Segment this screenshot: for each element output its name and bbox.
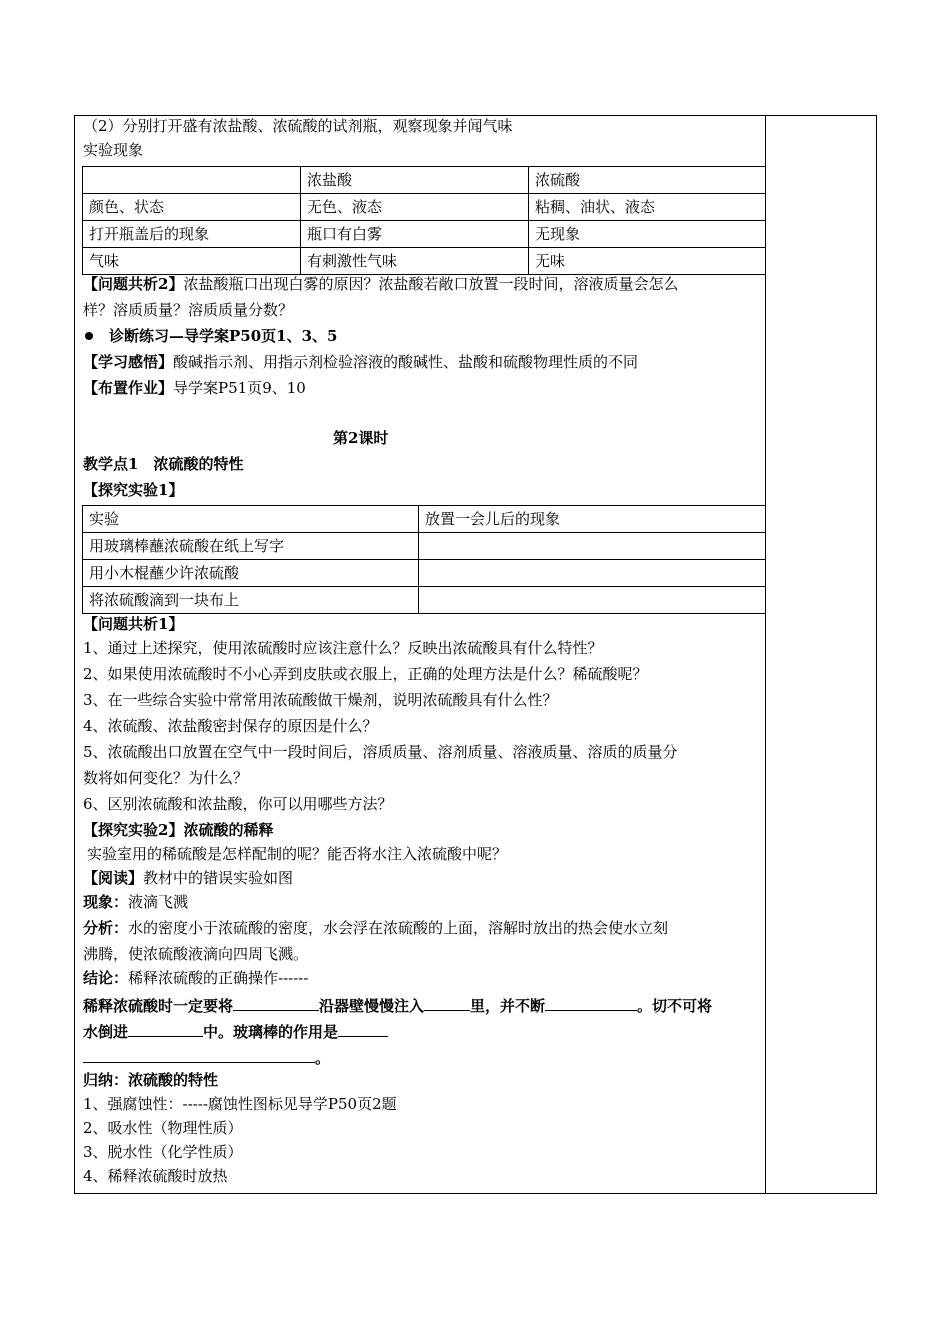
blank-field[interactable] [128,1020,203,1037]
question-item: 数将如何变化？为什么？ [83,769,249,787]
table-row [83,221,766,248]
question-item: 5、浓硫酸出口放置在空气中一段时间后，溶质质量、溶剂质量、溶液质量、溶质的质量分 [83,743,678,761]
table-cell: 浓硫酸 [529,167,766,194]
fill-text: 。切不可将 [637,997,713,1015]
reflection-tag: 【学习感悟】 [83,353,174,371]
analysis-text: 水的密度小于浓硫酸的密度，水会浮在浓硫酸的上面，溶解时放出的热会使水立刻 [128,919,669,937]
table-row [83,167,766,194]
table-cell: 无味 [529,248,766,275]
blank-field[interactable] [545,994,637,1011]
experiment-2-question: 实验室用的稀硫酸是怎样配制的呢？能否将水注入浓硫酸中呢？ [87,845,508,863]
table-row [83,533,766,560]
phenomenon [83,892,188,912]
table-cell: 打开瓶盖后的现象 [83,221,301,248]
question-2-tag: 【问题共析2】 [83,275,184,293]
property-item: 4、稀释浓硫酸时放热 [83,1167,228,1185]
fill-text: 中。玻璃棒的作用是 [203,1023,339,1041]
homework-text: 导学案P51页9、10 [173,379,306,397]
table-cell: 无色、液态 [301,194,529,221]
analysis-tag: 分析： [83,919,129,937]
question-item: 1、通过上述探究，使用浓硫酸时应该注意什么？反映出浓硫酸具有什么特性？ [83,639,603,657]
table-cell: 瓶口有白雾 [301,221,529,248]
experiment-table [82,505,766,614]
fill-text: 水倒进 [83,1023,129,1041]
phenomenon-text: 液滴飞溅 [128,893,189,911]
table-cell [419,560,766,587]
table-cell: 用小木棍蘸少许浓硫酸 [83,560,419,587]
reading-tag: 【阅读】 [83,869,144,887]
table-cell: 颜色、状态 [83,194,301,221]
question-item: 4、浓硫酸、浓盐酸密封保存的原因是什么？ [83,717,378,735]
fill-blank-line-3 [83,1046,330,1068]
table-cell: 粘稠、油状、液态 [529,194,766,221]
property-item: 2、吸水性（物理性质） [83,1119,243,1137]
fill-blank-line-1 [83,994,712,1016]
table-cell: 实验 [83,506,419,533]
table-row [83,248,766,275]
table-cell: 无现象 [529,221,766,248]
analysis [83,918,668,938]
diagnostic-practice [83,326,337,346]
page-frame [74,115,877,1194]
table-row [83,560,766,587]
question-item: 6、区别浓硫酸和浓盐酸，你可以用哪些方法？ [83,795,393,813]
table-cell: 气味 [83,248,301,275]
blank-field[interactable] [424,994,470,1011]
experiment-2-title: 【探究实验2】浓硫酸的稀释 [83,821,274,839]
reflection-text: 酸碱指示剂、用指示剂检验溶液的酸碱性、盐酸和硫酸物理性质的不同 [173,353,639,371]
table-row [83,194,766,221]
table-cell: 浓盐酸 [301,167,529,194]
experiment-1-title: 【探究实验1】 [83,481,184,499]
question-1-title: 【问题共析1】 [83,615,184,633]
table-cell: 有刺激性气味 [301,248,529,275]
reading [83,868,293,888]
question-item: 2、如果使用浓硫酸时不小心弄到皮肤或衣服上，正确的处理方法是什么？稀硫酸呢？ [83,665,648,683]
part1-intro: （2）分别打开盛有浓盐酸、浓硫酸的试剂瓶，观察现象并闻气味 [83,117,513,135]
table-cell: 放置一会儿后的现象 [419,506,766,533]
table-cell: 将浓硫酸滴到一块布上 [83,587,419,614]
question-2-cont: 样？溶质质量？溶质质量分数？ [83,301,294,319]
teaching-point-title: 教学点1 浓硫酸的特性 [83,455,244,473]
fill-text: 。 [315,1049,331,1067]
blank-field[interactable] [338,1020,388,1037]
table-row [83,587,766,614]
phenomenon-tag: 现象： [83,893,129,911]
table-cell [419,587,766,614]
reflection [83,352,638,372]
question-2 [83,274,678,294]
observation-label: 实验现象 [83,141,144,159]
question-2-text: 浓盐酸瓶口出现白雾的原因？浓盐酸若敞口放置一段时间，溶液质量会怎么 [183,275,679,293]
analysis-cont: 沸腾，使浓硫酸液滴向四周飞溅。 [83,945,309,963]
homework [83,378,306,398]
side-column-divider [765,116,766,1193]
property-item: 3、脱水性（化学性质） [83,1143,243,1161]
summary-title: 归纳：浓硫酸的特性 [83,1071,219,1089]
fill-text: 里，并不断 [470,997,546,1015]
reading-text: 教材中的错误实验如图 [143,869,294,887]
question-item: 3、在一些综合实验中常常用浓硫酸做干燥剂，说明浓硫酸具有什么性？ [83,691,558,709]
bullet-icon [85,332,93,340]
blank-field[interactable] [83,1046,315,1063]
table-cell: 用玻璃棒蘸浓硫酸在纸上写字 [83,533,419,560]
fill-blank-line-2 [83,1020,388,1042]
fill-text: 稀释浓硫酸时一定要将 [83,997,234,1015]
conclusion-tag: 结论： [83,969,129,987]
table-cell [419,533,766,560]
fill-text: 沿器壁慢慢注入 [319,997,425,1015]
table-row [83,506,766,533]
diagnostic-text: 诊断练习—导学案P50页1、3、5 [109,327,338,345]
blank-field[interactable] [233,994,319,1011]
observation-table [82,166,766,275]
property-item: 1、强腐蚀性：-----腐蚀性图标见导学P50页2题 [83,1095,397,1113]
conclusion-text: 稀释浓硫酸的正确操作------ [128,969,309,987]
lesson-title: 第2课时 [333,429,389,447]
conclusion [83,968,308,988]
table-cell [83,167,301,194]
homework-tag: 【布置作业】 [83,379,174,397]
